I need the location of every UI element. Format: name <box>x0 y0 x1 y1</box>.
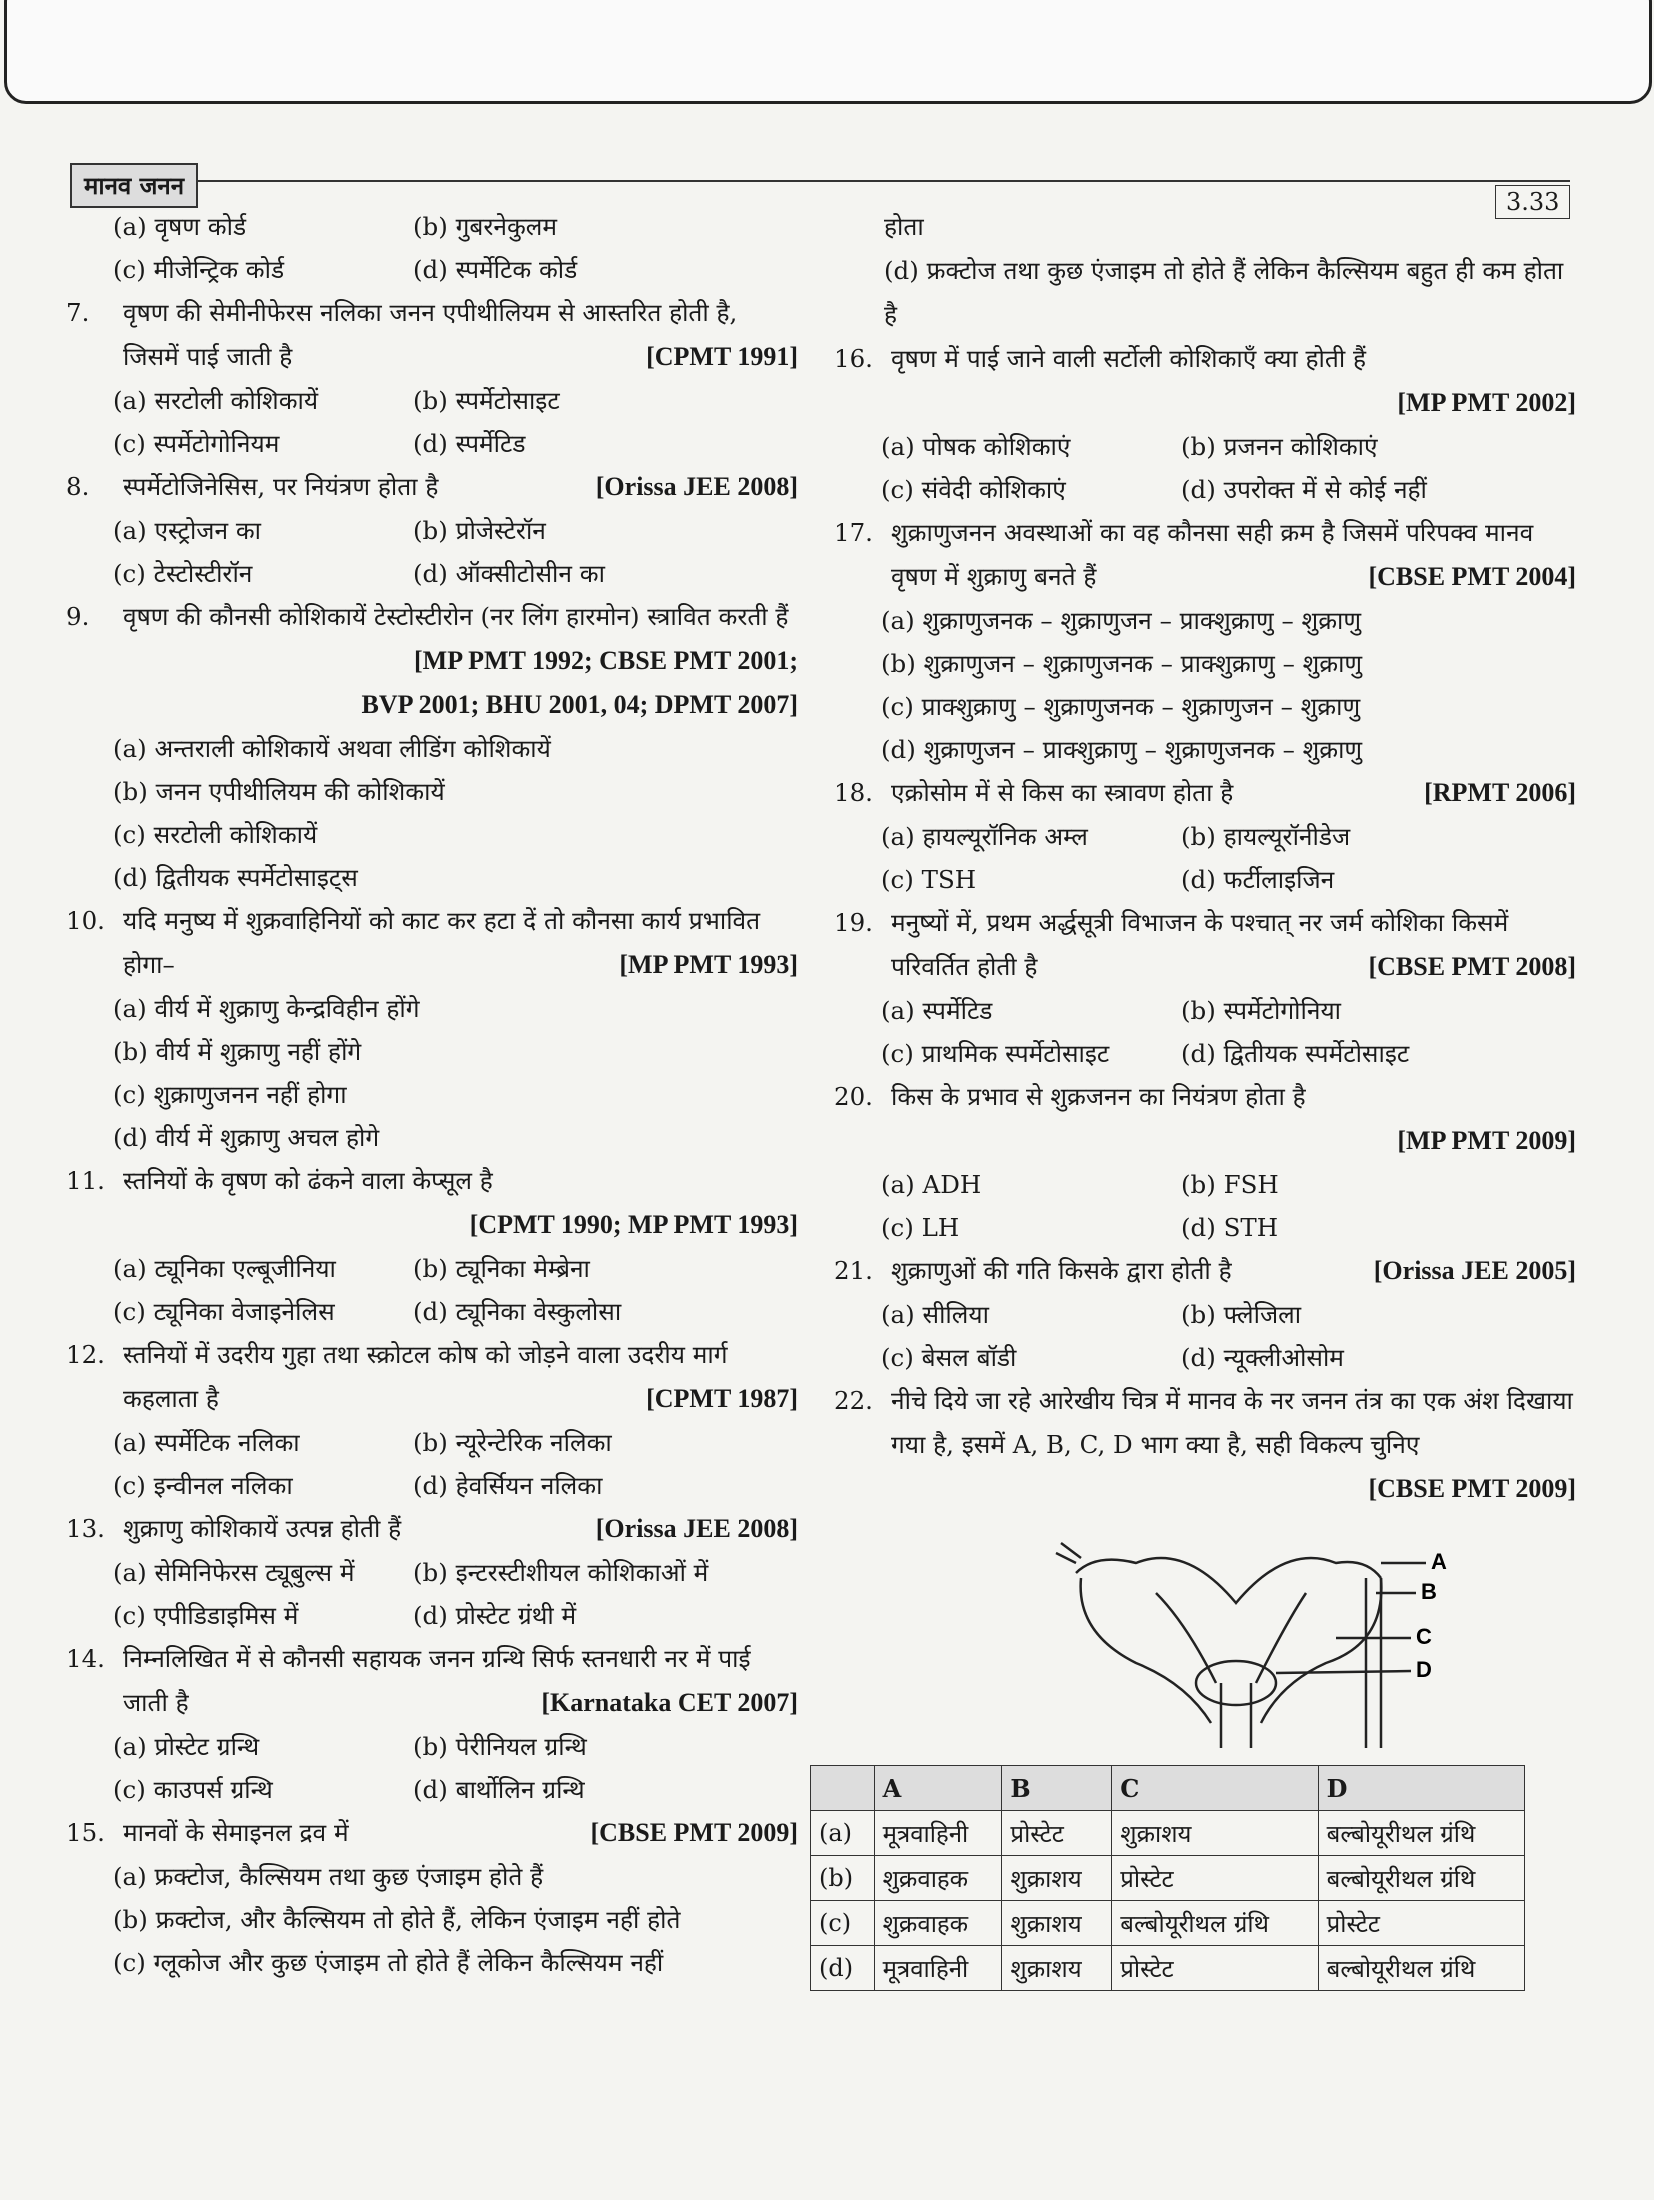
table-cell: प्रोस्टेट <box>1112 1856 1318 1901</box>
option: (d) ट्यूनिका वेस्कुलोसा <box>413 1297 622 1326</box>
question-text: वृषण की सेमीनीफेरस नलिका जनन एपीथीलियम से आस्तरित होती है, जिसमें पाई जाती है <box>123 298 738 371</box>
label-b: B <box>1421 1579 1437 1604</box>
option: (c) ट्यूनिका वेजाइनेलिस <box>113 1297 335 1326</box>
option: (d) स्पर्मेटिक कोर्ड <box>413 255 578 284</box>
table-cell: प्रोस्टेट <box>1318 1901 1524 1946</box>
table-cell: (b) <box>811 1856 875 1901</box>
option: (a) सरटोली कोशिकायें <box>113 386 319 415</box>
question-17 <box>826 511 1576 599</box>
urethra <box>1221 1683 1251 1748</box>
question-10 <box>58 899 798 987</box>
question-number: 21. <box>834 1256 873 1285</box>
table-header: D <box>1318 1766 1524 1811</box>
question-text: मानवों के सेमाइनल द्रव में <box>123 1818 349 1847</box>
question-text: किस के प्रभाव से शुक्रजनन का नियंत्रण होता है <box>891 1082 1306 1111</box>
citation: [MP PMT 2009] <box>1397 1126 1576 1155</box>
question-19 <box>826 901 1576 989</box>
citation: [CBSE PMT 2009] <box>1368 1474 1576 1503</box>
option: (d) हेवर्सियन नलिका <box>413 1471 603 1500</box>
q9-options <box>58 727 798 899</box>
right-column <box>819 205 1576 1991</box>
question-number: 11. <box>66 1166 105 1195</box>
option: (b) फ्रक्टोज, और कैल्सियम तो होते हैं, लेकिन एंजाइम नहीं होते <box>113 1905 681 1934</box>
question-number: 12. <box>66 1340 105 1369</box>
table-cell: शुक्राशय <box>1002 1946 1112 1991</box>
question-text: नीचे दिये जा रहे आरेखीय चित्र में मानव के नर जनन तंत्र का एक अंश दिखाया गया है, इसमें A, B, C, D भाग क्या है, सही विकल्प चुनिए <box>891 1386 1573 1459</box>
label-a: A <box>1431 1549 1447 1574</box>
citation: [Karnataka CET 2007] <box>541 1688 798 1717</box>
option: (c) मीजेन्ट्रिक कोर्ड <box>113 255 285 284</box>
bladder-outline <box>1076 1558 1381 1603</box>
table-cell: (d) <box>811 1946 875 1991</box>
option: (a) वीर्य में शुक्राणु केन्द्रविहीन होंगे <box>113 994 420 1023</box>
question-number: 19. <box>834 908 873 937</box>
table-cell: बल्बोयूरीथल ग्रंथि <box>1112 1901 1318 1946</box>
option: (a) शुक्राणुजनक – शुक्राणुजन – प्राक्शुक्राणु – शुक्राणु <box>881 606 1362 635</box>
table-cell: प्रोस्टेट <box>1002 1811 1112 1856</box>
reproductive-system-diagram <box>1036 1533 1456 1753</box>
q18-options <box>826 815 1576 901</box>
option: (d) शुक्राणुजन – प्राक्शुक्राणु – शुक्राणुजनक – शुक्राणु <box>881 735 1363 764</box>
table-cell: प्रोस्टेट <box>1112 1946 1318 1991</box>
table-cell: (c) <box>811 1901 875 1946</box>
q13-options <box>58 1551 798 1637</box>
question-number: 16. <box>834 344 873 373</box>
citation: [MP PMT 2002] <box>1397 388 1576 417</box>
option: (c) संवेदी कोशिकाएं <box>881 475 1066 504</box>
option: (b) स्पर्मेटोगोनिया <box>1181 996 1342 1025</box>
option: (a) एस्ट्रोजन का <box>113 516 262 545</box>
option: (d) फ्रक्टोज तथा कुछ एंजाइम तो होते हैं लेकिन कैल्सियम बहुत ही कम होता है <box>884 256 1564 329</box>
option: (a) पोषक कोशिकाएं <box>881 432 1071 461</box>
option: (d) न्यूक्लीओसोम <box>1181 1343 1344 1372</box>
question-number: 7. <box>66 298 90 327</box>
chapter-tab: मानव जनन <box>70 163 198 208</box>
option: (a) स्पर्मेटिक नलिका <box>113 1428 300 1457</box>
citation: [Orissa JEE 2008] <box>595 1514 798 1543</box>
table-cell: शुक्राशय <box>1002 1856 1112 1901</box>
table-cell: मूत्रवाहिनी <box>874 1811 1002 1856</box>
table-header-row <box>811 1766 1525 1811</box>
question-22 <box>826 1379 1576 1467</box>
table-header: B <box>1002 1766 1112 1811</box>
question-text: शुक्राणुजनन अवस्थाओं का वह कौनसा सही क्रम है जिसमें परिपक्व मानव वृषण में शुक्राणु बनते हैं <box>891 518 1534 591</box>
q14-options <box>58 1725 798 1811</box>
citation: [MP PMT 1993] <box>619 950 798 979</box>
question-13 <box>58 1507 798 1551</box>
option: (d) स्पर्मेटिड <box>413 429 526 458</box>
label-c: C <box>1416 1624 1432 1649</box>
option: (d) प्रोस्टेट ग्रंथी में <box>413 1601 577 1630</box>
question-21 <box>826 1249 1576 1293</box>
hatch-marks <box>1056 1543 1081 1563</box>
question-text: वृषण में पाई जाने वाली सर्टोली कोशिकाएँ क्या होती हैं <box>891 344 1367 373</box>
question-text: स्तनियों में उदरीय गुहा तथा स्क्रोटल कोष को जोड़ने वाला उदरीय मार्ग कहलाता है <box>123 1340 728 1413</box>
answer-table <box>810 1765 1525 1991</box>
option: (b) प्रोजेस्टेरॉन <box>413 516 546 545</box>
option: (c) इन्वीनल नलिका <box>113 1471 293 1500</box>
option: (a) सेमिनिफेरस ट्यूबुल्स में <box>113 1558 355 1587</box>
option: (a) स्पर्मेटिड <box>881 996 993 1025</box>
citation: [MP PMT 1992; CBSE PMT 2001; <box>414 646 798 675</box>
table-cell: (a) <box>811 1811 875 1856</box>
option: (a) फ्रक्टोज, कैल्सियम तथा कुछ एंजाइम होते हैं <box>113 1862 544 1891</box>
option: (c) ग्लूकोज और कुछ एंजाइम तो होते हैं लेकिन कैल्सियम नहीं <box>113 1948 664 1977</box>
citation: [CPMT 1990; MP PMT 1993] <box>469 1210 798 1239</box>
q8-options <box>58 509 798 595</box>
option: (a) प्रोस्टेट ग्रन्थि <box>113 1732 260 1761</box>
option: (c) बेसल बॉडी <box>881 1343 1017 1372</box>
question-7 <box>58 291 798 379</box>
question-text: शुक्राणु कोशिकायें उत्पन्न होती हैं <box>123 1514 402 1543</box>
question-text: मनुष्यों में, प्रथम अर्द्धसूत्री विभाजन के पश्चात् नर जर्म कोशिका किसमें परिवर्तित होती है <box>891 908 1509 981</box>
question-number: 15. <box>66 1818 105 1847</box>
ureter-tube <box>1366 1578 1381 1748</box>
option: (c) प्राक्शुक्राणु – शुक्राणुजनक – शुक्राणुजन – शुक्राणु <box>881 692 1361 721</box>
left-vesicle <box>1081 1578 1211 1723</box>
seminal-vesicles <box>1156 1593 1306 1683</box>
option: (b) न्यूरेन्टेरिक नलिका <box>413 1428 612 1457</box>
question-12 <box>58 1333 798 1421</box>
right-vesicle <box>1261 1578 1381 1723</box>
q17-options <box>826 599 1576 771</box>
citation: [RPMT 2006] <box>1424 778 1576 807</box>
question-text: स्तनियों के वृषण को ढंकने वाला केप्सूल है <box>123 1166 493 1195</box>
question-text: एक्रोसोम में से किस का स्त्रावण होता है <box>891 778 1234 807</box>
q7-options <box>58 379 798 465</box>
question-15 <box>58 1811 798 1855</box>
option: (d) द्वितीयक स्पर्मेटोसाइट <box>1181 1039 1410 1068</box>
question-number: 10. <box>66 906 105 935</box>
question-9 <box>58 595 798 639</box>
option: (d) फर्टीलाइजिन <box>1181 865 1335 894</box>
question-number: 8. <box>66 472 90 501</box>
question-text: वृषण की कौनसी कोशिकायें टेस्टोस्टीरोन (नर लिंग हारमोन) स्त्रावित करती हैं <box>123 602 789 631</box>
option: (a) ट्यूनिका एल्बूजीनिया <box>113 1254 336 1283</box>
option: (a) अन्तराली कोशिकायें अथवा लीडिंग कोशिकायें <box>113 734 551 763</box>
table-cell: शुक्राशय <box>1112 1811 1318 1856</box>
question-number: 18. <box>834 778 873 807</box>
option: (a) सीलिया <box>881 1300 989 1329</box>
option: (d) बार्थोलिन ग्रन्थि <box>413 1775 585 1804</box>
option: (d) उपरोक्त में से कोई नहीं <box>1181 475 1427 504</box>
question-number: 14. <box>66 1644 105 1673</box>
table-header <box>811 1766 875 1811</box>
option-continuation: होता <box>884 212 924 241</box>
citation: [CBSE PMT 2004] <box>1368 562 1576 591</box>
citation: [CPMT 1991] <box>646 342 798 371</box>
q15-options <box>58 1855 798 1984</box>
option: (a) हायल्यूरॉनिक अम्ल <box>881 822 1088 851</box>
q20-options <box>826 1163 1576 1249</box>
question-number: 22. <box>834 1386 873 1415</box>
question-18 <box>826 771 1576 815</box>
option: (b) हायल्यूरॉनीडेज <box>1181 822 1351 851</box>
citation: [CPMT 1987] <box>646 1384 798 1413</box>
q19-options <box>826 989 1576 1075</box>
question-text: निम्नलिखित में से कौनसी सहायक जनन ग्रन्थि सिर्फ स्तनधारी नर में पाई जाती है <box>123 1644 751 1717</box>
table-cell: मूत्रवाहिनी <box>874 1946 1002 1991</box>
option: (b) FSH <box>1181 1170 1279 1199</box>
option: (b) पेरीनियल ग्रन्थि <box>413 1732 587 1761</box>
question-text: शुक्राणुओं की गति किसके द्वारा होती है <box>891 1256 1232 1285</box>
table-cell: शुक्रवाहक <box>874 1856 1002 1901</box>
option: (a) ADH <box>881 1170 982 1199</box>
option: (b) प्रजनन कोशिकाएं <box>1181 432 1378 461</box>
diagram-svg <box>1036 1533 1456 1753</box>
question-text: यदि मनुष्य में शुक्रवाहिनियों को काट कर हटा दें तो कौनसा कार्य प्रभावित होगा– <box>123 906 761 979</box>
table-row <box>811 1901 1525 1946</box>
table-row <box>811 1946 1525 1991</box>
q10-options <box>58 987 798 1159</box>
q12-options <box>58 1421 798 1507</box>
option: (c) सरटोली कोशिकायें <box>113 820 318 849</box>
option: (d) वीर्य में शुक्राणु अचल होगे <box>113 1123 380 1152</box>
table-row <box>811 1856 1525 1901</box>
table-cell: शुक्रवाहक <box>874 1901 1002 1946</box>
option: (d) ऑक्सीटोसीन का <box>413 559 605 588</box>
option: (d) द्वितीयक स्पर्मेटोसाइट्स <box>113 863 358 892</box>
table-cell: शुक्राशय <box>1002 1901 1112 1946</box>
table-cell: बल्बोयूरीथल ग्रंथि <box>1318 1811 1524 1856</box>
option: (c) LH <box>881 1213 960 1242</box>
question-11 <box>58 1159 798 1203</box>
label-line-d <box>1276 1671 1411 1673</box>
option: (c) शुक्राणुजनन नहीं होगा <box>113 1080 347 1109</box>
question-text: स्पर्मेटोजिनेसिस, पर नियंत्रण होता है <box>123 472 439 501</box>
option: (a) वृषण कोर्ड <box>113 212 247 241</box>
label-d: D <box>1416 1657 1432 1682</box>
q16-options <box>826 425 1576 511</box>
option: (c) TSH <box>881 865 977 894</box>
option: (c) स्पर्मेटोगोनियम <box>113 429 280 458</box>
option: (c) काउपर्स ग्रन्थि <box>113 1775 273 1804</box>
q21-options <box>826 1293 1576 1379</box>
question-number: 20. <box>834 1082 873 1111</box>
citation: [CBSE PMT 2008] <box>1368 952 1576 981</box>
prostate <box>1196 1661 1276 1705</box>
question-20 <box>826 1075 1576 1119</box>
question-number: 17. <box>834 518 873 547</box>
question-number: 13. <box>66 1514 105 1543</box>
option: (b) फ्लेजिला <box>1181 1300 1302 1329</box>
citation: [Orissa JEE 2008] <box>595 472 798 501</box>
question-number: 9. <box>66 602 90 631</box>
question-16 <box>826 337 1576 381</box>
table-row <box>811 1811 1525 1856</box>
option: (c) प्राथमिक स्पर्मेटोसाइट <box>881 1039 1110 1068</box>
table-cell: बल्बोयूरीथल ग्रंथि <box>1318 1856 1524 1901</box>
option: (b) शुक्राणुजन – शुक्राणुजनक – प्राक्शुक्राणु – शुक्राणु <box>881 649 1363 678</box>
option: (b) जनन एपीथीलियम की कोशिकायें <box>113 777 445 806</box>
left-column <box>58 205 798 1984</box>
option: (c) एपीडिडाइमिस में <box>113 1601 299 1630</box>
question-14 <box>58 1637 798 1725</box>
option: (b) ट्यूनिका मेम्ब्रेना <box>413 1254 590 1283</box>
option: (b) स्पर्मेटोसाइट <box>413 386 560 415</box>
table-cell: बल्बोयूरीथल ग्रंथि <box>1318 1946 1524 1991</box>
header-rule <box>70 180 1570 182</box>
table-header: A <box>874 1766 1002 1811</box>
question-8 <box>58 465 798 509</box>
option: (d) STH <box>1181 1213 1279 1242</box>
citation: [CBSE PMT 2009] <box>590 1818 798 1847</box>
option: (b) वीर्य में शुक्राणु नहीं होंगे <box>113 1037 362 1066</box>
top-frame <box>4 0 1652 104</box>
table-header: C <box>1112 1766 1318 1811</box>
citation: BVP 2001; BHU 2001, 04; DPMT 2007] <box>361 690 798 719</box>
page-number: 3.33 <box>1495 185 1570 219</box>
option: (b) गुबरनेकुलम <box>413 212 558 241</box>
citation: [Orissa JEE 2005] <box>1373 1256 1576 1285</box>
option: (b) इन्टरस्टीशीयल कोशिकाओं में <box>413 1558 709 1587</box>
q11-options <box>58 1247 798 1333</box>
option: (c) टेस्टोस्टीरॉन <box>113 559 253 588</box>
q6-options <box>58 205 798 291</box>
